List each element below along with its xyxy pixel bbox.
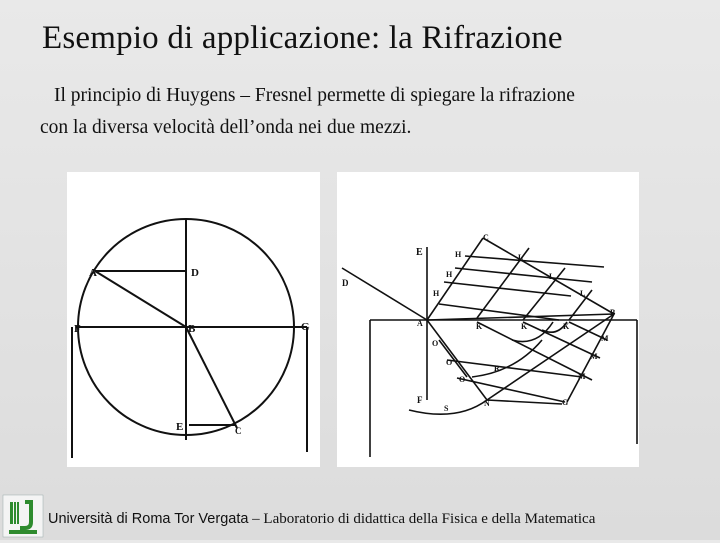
label-D: D (191, 267, 199, 279)
label-F-right: F (417, 395, 423, 405)
body-line-1: Il principio di Huygens – Fresnel permette di spiegare la rifrazione (54, 85, 575, 106)
label-R: R (494, 364, 500, 373)
label-L-2: L (549, 272, 555, 281)
label-F: F (74, 323, 81, 335)
body-line-2: con la diversa velocità dell’onda nei due mezzi. (40, 117, 412, 138)
footer-separator: – (252, 511, 260, 527)
label-S: S (444, 404, 449, 413)
label-O-2: O (446, 358, 453, 367)
label-B-right: B (610, 308, 616, 317)
label-M-1: M (601, 334, 609, 343)
refraction-construction-figure (337, 172, 639, 467)
label-K-1: K (476, 322, 483, 331)
label-M-2: M (590, 352, 598, 361)
label-H-2: H (446, 270, 453, 279)
label-C: C (235, 426, 242, 436)
label-G-right: G (562, 398, 569, 407)
label-O-3: O (459, 375, 466, 384)
label-L-1: L (518, 253, 524, 262)
university-logo-icon (2, 494, 44, 538)
label-O-1: O (432, 339, 439, 348)
label-K-2: K (521, 322, 528, 331)
footer (48, 511, 595, 528)
footer-lab: Laboratorio di didattica della Fisica e della Matematica (263, 511, 596, 527)
label-H-1: H (455, 250, 462, 259)
label-C-right: C (483, 233, 489, 242)
label-A-right: A (417, 319, 423, 328)
slide-title: Esempio di applicazione: la Rifrazione (42, 20, 563, 56)
label-B: B (188, 323, 196, 335)
label-L-3: L (580, 289, 586, 298)
label-H-3: H (433, 289, 440, 298)
label-D-right: D (342, 278, 349, 288)
slide-body (40, 80, 690, 144)
label-E-right: E (416, 247, 423, 258)
label-N: N (484, 399, 490, 408)
huygens-circle-figure (67, 172, 320, 467)
label-G: G (301, 321, 310, 333)
label-K-3: K (563, 322, 570, 331)
label-E: E (176, 421, 184, 433)
label-A: A (89, 267, 97, 279)
label-M-3: M (578, 372, 586, 381)
footer-university: Università di Roma Tor Vergata (48, 511, 249, 527)
